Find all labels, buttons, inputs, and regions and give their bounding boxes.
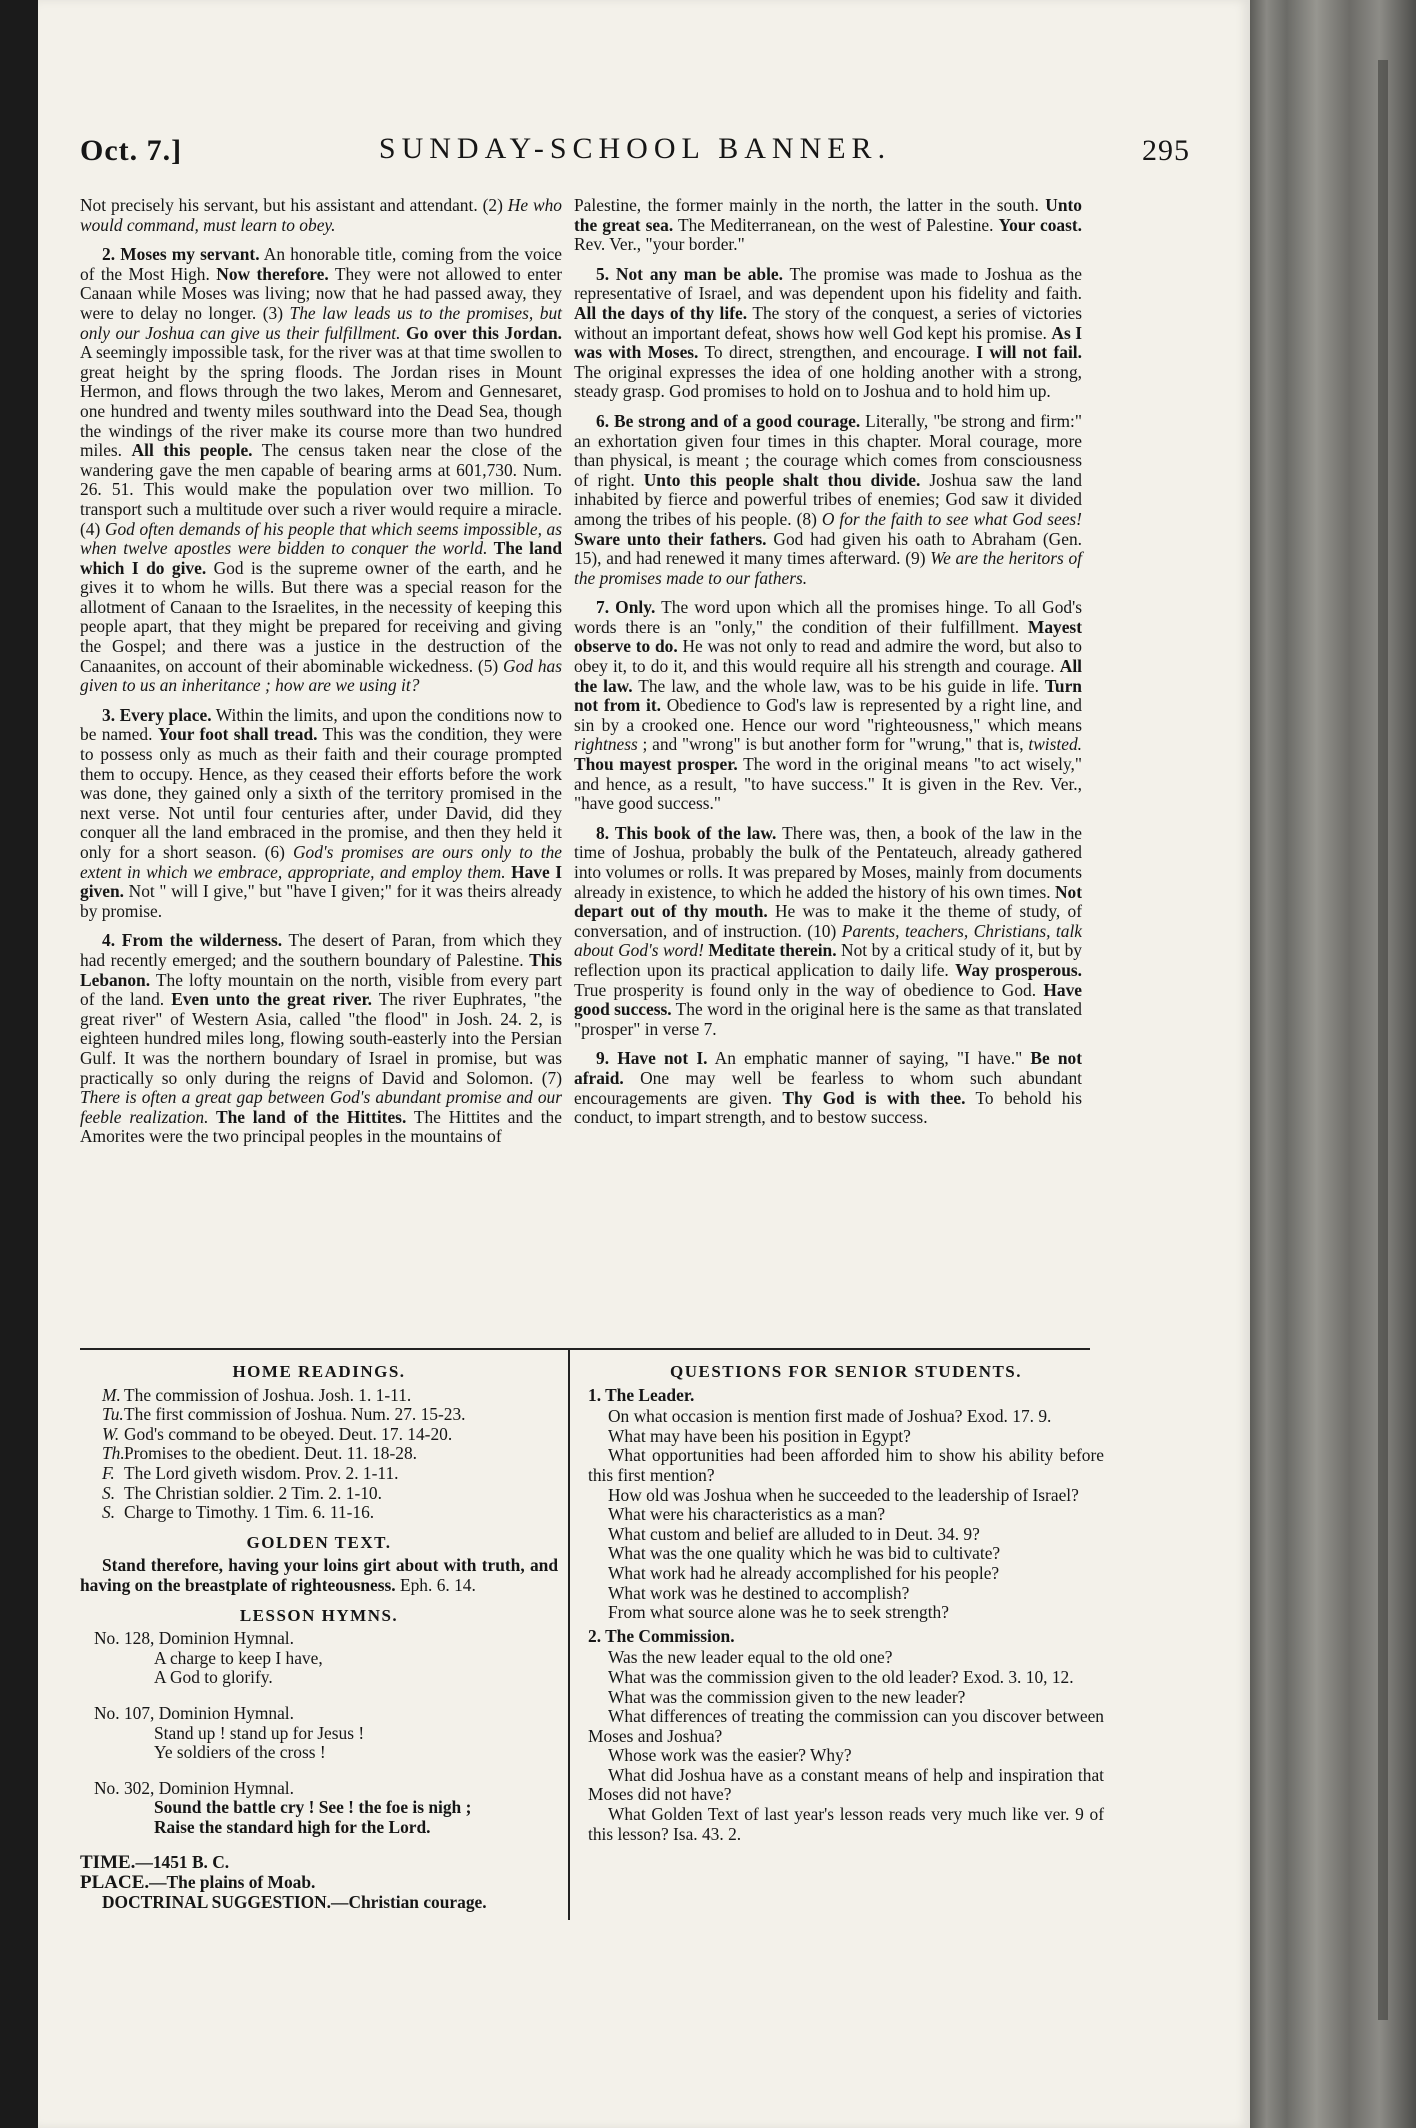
column-divider [568,1350,570,1920]
book-page-edges [1250,0,1416,2128]
running-header [80,128,1190,178]
golden-text: Stand therefore, having your loins girt about with truth, and having on the breastplate of righteousness. Eph. 6. 14. [80,1555,558,1595]
list-item: Tu.The first commission of Joshua. Num. 27. 15-23. [102,1404,466,1425]
question: From what source alone was he to seek strength? [608,1602,949,1623]
page-number: 295 [1142,134,1190,167]
section-divider [80,1348,1090,1350]
list-item: F. The Lord giveth wisdom. Prov. 2. 1-11. [102,1462,399,1483]
question: What did Joshua have as a constant means of help and inspiration that Moses did not have? [588,1764,1104,1805]
paragraph-verse-9: 9. Have not I. An emphatic manner of saying, "I have." Be not afraid. One may well be fearless to whom such abundant encouragements are given. Thy God is with thee. To behold his conduct, to impart strength, and to bestow success. [574,1048,1083,1128]
questions-title: QUESTIONS FOR SENIOR STUDENTS. [669,1362,1023,1381]
question: What may have been his position in Egypt? [608,1425,911,1446]
paragraph-intro: Not precisely his servant, but his assistant and attendant. (2) He who would command, must learn to obey. [80,195,562,235]
question: What Golden Text of last year's lesson reads very much like ver. 9 of this lesson? Isa. 43. 2. [588,1804,1104,1844]
list-item: M. The commission of Joshua. Josh. 1. 1-11. [102,1384,412,1405]
paragraph-verse-4: 4. From the wilderness. The desert of Paran, from which they had recently emerged; and the southern boundary of Palestine. This Lebanon. The lofty mountain on the north, visible from every part of the land. Even unto the great river. The river Euphrates, "the great river" of Western Asia, called "the flood" in Josh. 24. 2, is eighteen hundred miles long, flowing south-easterly into the Persian Gulf. It was the northern boundary of Israel in promise, but was practically so only during the reigns of David and Solomon. (7) There is often a great gap between God's abundant promise and our feeble realization. The land of the Hittites. The Hittites and the Amorites were the two principal peoples in the mountains of [80,930,563,1147]
paragraph-verse-5: 5. Not any man be able. The promise was made to Joshua as the representative of Israel, and was dependent upon his fidelity and faith. All the days of thy life. The story of the conquest, a series of victories without an important defeat, shows how well God kept his promise. As I was with Moses. To direct, strengthen, and encourage. I will not fail. The original expresses the idea of one holding another with a strong, steady grasp. God promises to hold on to Joshua and to hold him up. [574,263,1083,402]
header-title: SUNDAY-SCHOOL BANNER. [378,132,892,165]
paragraph-verse-3: 3. Every place. Within the limits, and upon the conditions now to be named. Your foot shall tread. This was the condition, they were to possess only as much as their faith and their courage prompted them to occupy. Hence, as they ceased their efforts before the work was done, they gained only a sixth of the territory promised in the next verse. Not until four centuries after, under David, did they conquer all the land embraced in the promise, and then they held it only for a short season. (6) God's promises are ours only to the extent in which we embrace, appropriate, and employ them. Have I given. Not " will I give," but "have I given;" for it was theirs already by promise. [80,704,563,921]
paragraph-continued: Palestine, the former mainly in the north, the latter in the south. Unto the great sea. The Mediterranean, on the west of Palestine. Your coast. Rev. Ver., "your border." [574,195,1083,255]
questions-section-commission: 2. The Commission. [588,1625,735,1646]
list-item: W. God's command to be obeyed. Deut. 17. 14-20. [102,1423,453,1444]
home-readings-list [80,1386,558,1523]
lesson-time: TIME.—1451 B. C. [80,1852,230,1874]
text-column-left [80,196,562,1157]
lesson-place: PLACE.—The plains of Moab. [80,1872,316,1894]
questions-column [588,1360,1104,1844]
golden-text-title: GOLDEN TEXT. [246,1532,392,1552]
questions-section-leader: 1. The Leader. [588,1384,695,1405]
hymn-entry: No. 128, Dominion Hymnal. A charge to keep I have, A God to glorify. [94,1628,323,1688]
question: What custom and belief are alluded to in Deut. 34. 9? [608,1523,980,1544]
text-column-right [574,196,1082,1138]
lesson-hymns-title: LESSON HYMNS. [239,1605,399,1625]
doctrinal-suggestion: DOCTRINAL SUGGESTION.—Christian courage. [102,1891,487,1912]
paragraph-verse-8: 8. This book of the law. There was, then, a book of the law in the time of Joshua, probably the bulk of the Pentateuch, already gathered into volumes or rolls. It was prepared by Moses, mainly from documents already in existence, to which he added the history of his own times. Not depart out of thy mouth. He was to make it the theme of study, of conversation, and of instruction. (10) Parents, teachers, Christians, talk about God's word! Meditate therein. Not by a critical study of it, but by reflection upon its practical application to daily life. Way prosperous. True prosperity is found only in the way of obedience to God. Have good success. The word in the original here is the same as that translated "prosper" in verse 7. [574,822,1082,1039]
header-date: Oct. 7.] [80,134,183,167]
hymn-entry: No. 107, Dominion Hymnal. Stand up ! stand up for Jesus ! Ye soldiers of the cross ! [94,1702,365,1763]
list-item: S. The Christian soldier. 2 Tim. 2. 1-10. [102,1482,382,1503]
question: What was the commission given to the old leader? Exod. 3. 10, 12. [608,1666,1074,1687]
paragraph-verse-7: 7. Only. The word upon which all the promises hinge. To all God's words there is an "only," the condition of their fulfillment. Mayest observe to do. He was not only to read and admire the word, but also to obey it, to do it, and this would require all his strength and courage. All the law. The law, and the whole law, was to be his guide in life. Turn not from it. Obedience to God's law is represented by a right line, and sin by a crooked one. Hence our word "righteousness," which means rightness ; and "wrong" is but another form for "wrung," that is, twisted. Thou mayest prosper. The word in the original means "to act wisely," and hence, as a result, "to have success." It is given in the Rev. Ver., "have good success." [574,597,1083,814]
question: What work was he destined to accomplish? [608,1582,910,1603]
home-readings-title: HOME READINGS. [232,1362,406,1381]
question: What opportunities had been afforded him to show his ability before this first mention? [588,1445,1104,1485]
question: How old was Joshua when he succeeded to the leadership of Israel? [608,1484,1079,1505]
question: What was the commission given to the new leader? [608,1686,966,1707]
paragraph-verse-2: 2. Moses my servant. An honorable title, coming from the voice of the Most High. Now therefore. They were not allowed to enter Canaan while Moses was living; now that he had passed away, they were to delay no longer. (3) The law leads us to the promises, but only our Joshua can give us their fulfillment. Go over this Jordan. A seemingly impossible task, for the river was at that time swollen to great height by the spring floods. The Jordan rises in Mount Hermon, and flows through the two lakes, Merom and Gennesaret, one hundred and twenty miles southward into the Dead Sea, though the windings of the river make its course more than two hundred miles. All this people. The census taken near the close of the wandering gave the men capable of bearing arms at 601,730. Num. 26. 51. This would make the population over two million. To transport such a multitude over such a river would require a miracle. (4) God often demands of his people that which seems impossible, as when twelve apostles were bidden to conquer the world. The land which I do give. God is the supreme owner of the earth, and he gives it to whom he wills. But there was a special reason for the allotment of Canaan to the Israelites, in the necessity of keeping this people apart, that they might be prepared for receiving and giving the Gospel; and there was a justice in the destruction of the Canaanites, on account of their abominable wickedness. (5) God has given to us an inheritance ; how are we using it? [80,244,562,696]
list-item: Th.Promises to the obedient. Deut. 11. 18-28. [102,1443,418,1464]
list-item: S. Charge to Timothy. 1 Tim. 6. 11-16. [102,1502,375,1523]
question: On what occasion is mention first made of Joshua? Exod. 17. 9. [608,1406,1052,1427]
lesson-aids-column [80,1360,558,1912]
question: What were his characteristics as a man? [608,1504,886,1525]
question: What was the one quality which he was bid to cultivate? [608,1543,1001,1564]
question: Whose work was the easier? Why? [608,1745,852,1766]
hymn-entry: No. 302, Dominion Hymnal. Sound the battle cry ! See ! the foe is nigh ; Raise the standard high for the Lord. [94,1777,472,1837]
question: What work had he already accomplished for his people? [608,1562,1000,1583]
paragraph-verse-6: 6. Be strong and of a good courage. Literally, "be strong and firm:" an exhortation given four times in this chapter. Moral courage, more than physical, is meant ; the courage which comes from consciousness of right. Unto this people shalt thou divide. Joshua saw the land inhabited by fierce and powerful tribes of enemies; God saw it divided among the tribes of his people. (8) O for the faith to see what God sees! Sware unto their fathers. God had given his oath to Abraham (Gen. 15), and had renewed it many times afterward. (9) We are the heritors of the promises made to our fathers. [574,410,1082,588]
question: Was the new leader equal to the old one? [608,1647,893,1668]
question: What differences of treating the commission can you discover between Moses and Joshua? [588,1706,1104,1746]
